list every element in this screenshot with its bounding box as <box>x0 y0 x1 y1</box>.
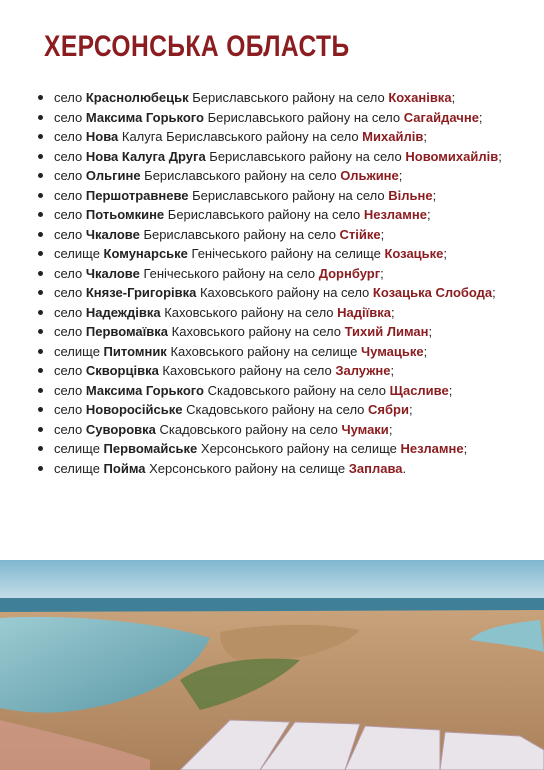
list-item: село Нова Калуга Друга Бериславського району на село Новомихайлів; <box>34 147 514 167</box>
aerial-coast-photo <box>0 560 544 770</box>
list-item: селище Первомайське Херсонського району на селище Незламне; <box>34 439 514 459</box>
list-item: село Максима Горького Скадовського району на село Щасливе; <box>34 381 514 401</box>
list-item: село Князе-Григорівка Каховського району на село Козацька Слобода; <box>34 283 514 303</box>
page-title: ХЕРСОНСЬКА ОБЛАСТЬ <box>44 30 350 63</box>
list-item: селище Комунарське Генічеського району на селище Козацьке; <box>34 244 514 264</box>
list-item: селище Питомник Каховського району на селище Чумацьке; <box>34 342 514 362</box>
renaming-list <box>34 88 514 478</box>
list-item: село Краснолюбецьк Бериславського району на село Коханівка; <box>34 88 514 108</box>
list-item: село Максима Горького Бериславського району на село Сагайдачне; <box>34 108 514 128</box>
list-item: село Чкалове Бериславського району на село Стійке; <box>34 225 514 245</box>
list-item: село Ольгине Бериславського району на село Ольжине; <box>34 166 514 186</box>
list-item: село Першотравневе Бериславського району на село Вільне; <box>34 186 514 206</box>
list-item: селище Пойма Херсонського району на селище Заплава. <box>34 459 514 479</box>
list-item: село Надеждівка Каховського району на село Надіївка; <box>34 303 514 323</box>
list-item: село Новоросійське Скадовського району на село Сябри; <box>34 400 514 420</box>
list-item: село Суворовка Скадовського району на село Чумаки; <box>34 420 514 440</box>
list-item: село Скворцівка Каховського району на село Залужне; <box>34 361 514 381</box>
list-item: село Первомаївка Каховського району на село Тихий Лиман; <box>34 322 514 342</box>
list-item: село Чкалове Генічеського району на село Дорнбург; <box>34 264 514 284</box>
list-item: село Нова Калуга Бериславського району на село Михайлів; <box>34 127 514 147</box>
list-item: село Потьомкине Бериславського району на село Незламне; <box>34 205 514 225</box>
